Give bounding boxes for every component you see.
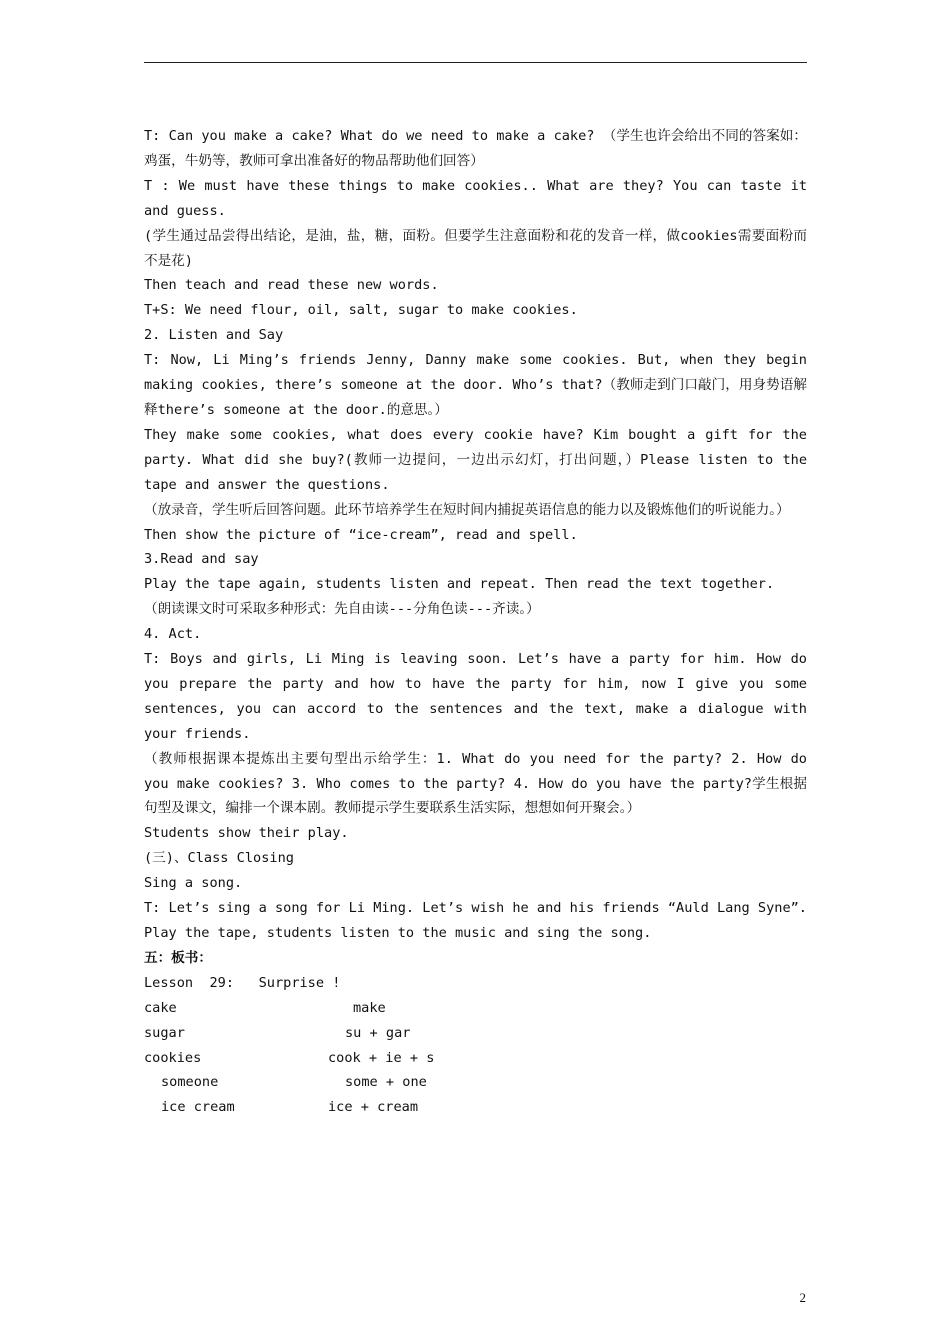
paragraph: （朗读课文时可采取多种形式：先自由读---分角色读---齐读。） [144,601,540,618]
paragraph: They make some cookies, what does every cookie have? Kim bought a gift for the party. What did she buy?(教师一边提问，一边出示幻灯，打出问题，）Please listen to the tape and answer the questions. [144,426,807,493]
paragraph: T : We must have these things to make cookies.. What are they? You can taste it and guess. [144,177,807,219]
section-heading: (三)、Class Closing [144,850,294,867]
board-word: ice cream [161,1099,235,1116]
board-row [144,1046,807,1071]
board-row [144,996,807,1021]
section-heading: 2. Listen and Say [144,327,284,344]
paragraph: T: Can you make a cake? What do we need to make a cake? （学生也许会给出不同的答案如：鸡蛋，牛奶等，教师可拿出准备好的物品帮助他们回答） [144,128,807,169]
paragraph: Sing a song. [144,875,243,892]
board-row [144,1095,807,1120]
board-word: sugar [144,1024,185,1041]
board-row [144,1070,807,1095]
board-split: cook + ie + s [328,1049,435,1066]
board-split: some + one [345,1074,427,1091]
board-word: cookies [144,1049,202,1066]
paragraph: (学生通过品尝得出结论，是油，盐，糖，面粉。但要学生注意面粉和花的发音一样，做cookies需要面粉而不是花) [144,227,807,269]
header-rule [144,62,807,63]
board-split: su + gar [345,1024,411,1041]
page-number: 2 [799,1290,806,1305]
document-body [144,124,807,1120]
paragraph: （放录音，学生听后回答问题。此环节培养学生在短时间内捕捉英语信息的能力以及锻炼他们的听说能力。） [144,501,790,518]
board-row [144,1021,807,1046]
board-word: cake [144,999,177,1016]
section-heading: 4. Act. [144,626,202,643]
paragraph: （教师根据课本提炼出主要句型出示给学生：1. What do you need for the party? 2. How do you make cookies? 3. Who comes to the party? 4. How do you have the party?学生根据句型及课文，编排一个课本剧。教师提示学生要联系生活实际，想想如何开聚会。） [144,750,807,817]
paragraph: Play the tape again, students listen and repeat. Then read the text together. [144,576,775,593]
paragraph: Then show the picture of “ice-cream”, read and spell. [144,526,578,543]
board-heading: 五：板书： [144,949,212,966]
paragraph: T: Now, Li Ming’s friends Jenny, Danny make some cookies. But, when they begin making cookies, there’s someone at the door. Who’s that?（教师走到门口敲门，用身势语解释there’s someone at the door.的意思。） [144,352,807,418]
paragraph: Students show their play. [144,825,349,842]
paragraph: T: Boys and girls, Li Ming is leaving soon. Let’s have a party for him. How do you prepare the party and how to have the party for him, now I give you some sentences, you can accord to the sentences and the text, make a dialogue with your friends. [144,651,807,742]
paragraph: T+S: We need flour, oil, salt, sugar to make cookies. [144,302,578,319]
paragraph: Then teach and read these new words. [144,277,439,294]
board-split: ice + cream [328,1099,419,1116]
board-word: someone [161,1074,219,1091]
board-title: Lesson 29: Surprise ! [144,974,341,991]
section-heading: 3.Read and say [144,551,259,568]
board-split: make [353,999,386,1016]
paragraph: T: Let’s sing a song for Li Ming. Let’s wish he and his friends “Auld Lang Syne”. Play the tape, students listen to the music and sing the song. [144,900,807,941]
